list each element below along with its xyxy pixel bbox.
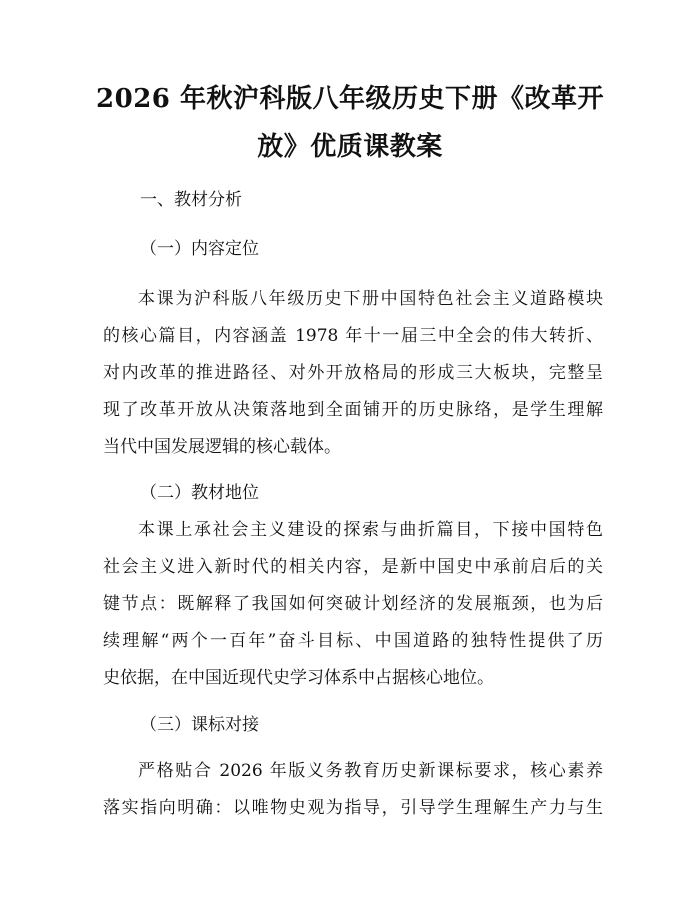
paragraph-line: 本课为沪科版八年级历史下册中国特色社会主义道路模块 — [138, 289, 603, 309]
paragraph-line: 键节点：既解释了我国如何突破计划经济的发展瓶颈，也为后 — [103, 594, 603, 614]
paragraph-line: 社会主义进入新时代的相关内容，是新中国史中承前启后的关 — [103, 557, 603, 577]
subsection-heading-curriculum-alignment: （三）课标对接 — [140, 715, 259, 735]
document-title-line-2: 放》优质课教案 — [257, 132, 443, 162]
paragraph-line: 续理解“两个一百年”奋斗目标、中国道路的独特性提供了历 — [103, 631, 603, 651]
paragraph-line: 现了改革开放从决策落地到全面铺开的历史脉络，是学生理解 — [103, 400, 603, 420]
paragraph-line: 史依据，在中国近现代史学习体系中占据核心地位。 — [103, 668, 494, 688]
paragraph-line: 严格贴合 2026 年版义务教育历史新课标要求，核心素养 — [138, 761, 603, 781]
paragraph-line: 对内改革的推进路径、对外开放格局的形成三大板块，完整呈 — [103, 363, 603, 383]
paragraph-line: 当代中国发展逻辑的核心载体。 — [103, 437, 341, 457]
paragraph-line: 的核心篇目，内容涵盖 1978 年十一届三中全会的伟大转折、 — [103, 326, 603, 346]
paragraph-line: 落实指向明确：以唯物史观为指导，引导学生理解生产力与生 — [103, 798, 603, 818]
subsection-heading-content-positioning: （一）内容定位 — [140, 239, 259, 259]
subsection-heading-textbook-status: （二）教材地位 — [140, 483, 259, 503]
document-title-line-1: 2026 年秋沪科版八年级历史下册《改革开 — [96, 84, 604, 114]
paragraph-line: 本课上承社会主义建设的探索与曲折篇目，下接中国特色 — [138, 520, 603, 540]
section-heading-textbook-analysis: 一、教材分析 — [140, 190, 242, 210]
